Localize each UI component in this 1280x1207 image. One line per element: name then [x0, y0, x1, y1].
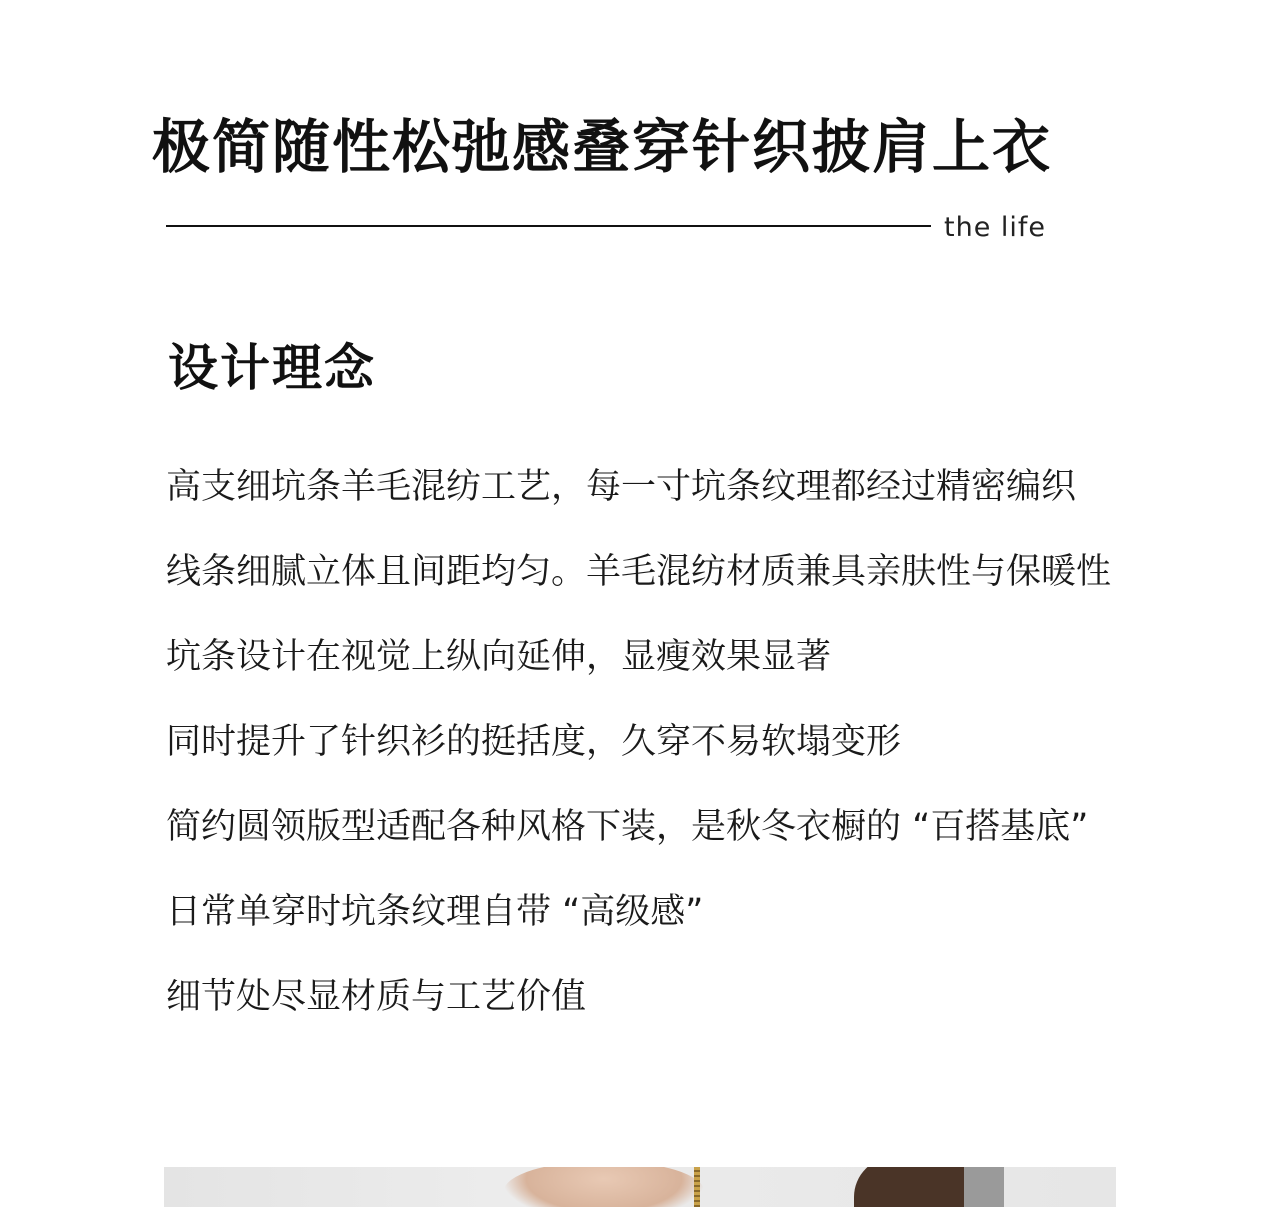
design-description [166, 466, 1111, 1061]
divider-line [166, 225, 931, 227]
knit-garment-shape [854, 1167, 974, 1207]
collar-shape [964, 1167, 1004, 1207]
description-line: 简约圆领版型适配各种风格下装，是秋冬衣橱的 “百搭基底” [166, 807, 1089, 847]
description-line: 同时提升了针织衫的挺括度，久穿不易软塌变形 [166, 722, 902, 762]
product-title: 极简随性松弛感叠穿针织披肩上衣 [152, 113, 1053, 181]
tagline-text: the life [944, 212, 1047, 243]
model-face-shape [504, 1167, 704, 1207]
description-line: 细节处尽显材质与工艺价值 [166, 977, 587, 1017]
necklace-shape [694, 1167, 700, 1207]
product-photo [164, 1167, 1116, 1207]
title-divider-row [166, 210, 1046, 250]
description-line: 日常单穿时坑条纹理自带 “高级感” [166, 892, 704, 932]
section-heading: 设计理念 [168, 339, 376, 397]
description-line: 坑条设计在视觉上纵向延伸，显瘦效果显著 [166, 637, 832, 677]
description-line: 线条细腻立体且间距均匀。羊毛混纺材质兼具亲肤性与保暖性 [166, 552, 1112, 592]
description-line: 高支细坑条羊毛混纺工艺，每一寸坑条纹理都经过精密编织 [166, 467, 1077, 507]
